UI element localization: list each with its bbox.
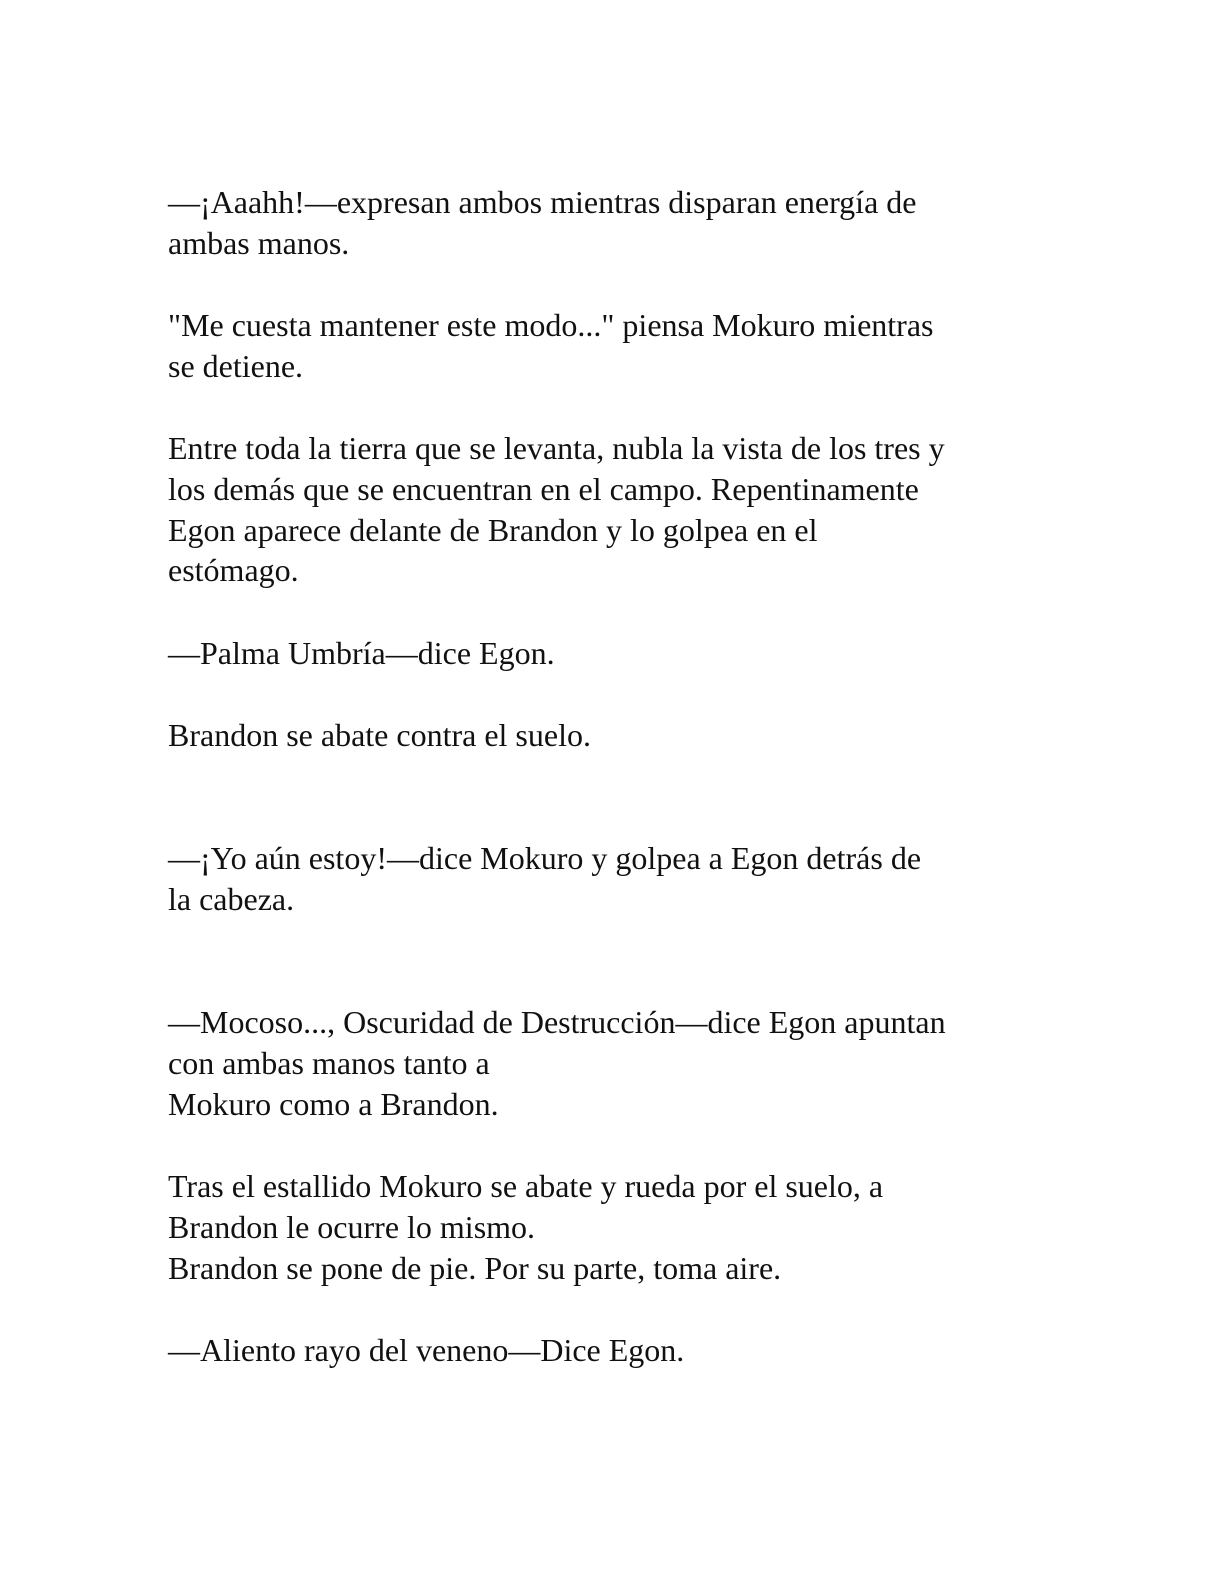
paragraph-line: —Aliento rayo del veneno—Dice Egon. <box>168 1332 685 1368</box>
paragraph-line: —¡Aaahh!—expresan ambos mientras disparan energía de <box>168 184 917 220</box>
paragraph-7 <box>168 1002 1058 1124</box>
paragraph-line: Tras el estallido Mokuro se abate y rueda por el suelo, a <box>168 1168 884 1204</box>
paragraph-line: los demás que se encuentran en el campo. Repentinamente <box>168 470 919 507</box>
paragraph-1 <box>168 182 1058 264</box>
paragraph-line: Brandon se abate contra el suelo. <box>168 717 591 753</box>
paragraph-line: Brandon le ocurre lo mismo. <box>168 1208 536 1245</box>
paragraph-line: estómago. <box>168 552 299 589</box>
paragraph-line: —Mocoso..., Oscuridad de Destrucción—dice Egon apuntan <box>168 1004 946 1040</box>
paragraph-line: con ambas manos tanto a <box>168 1044 490 1081</box>
paragraph-line: —¡Yo aún estoy!—dice Mokuro y golpea a Egon detrás de <box>168 840 922 876</box>
paragraph-line: Egon aparece delante de Brandon y lo golpea en el <box>168 511 818 548</box>
paragraph-2 <box>168 305 1058 387</box>
paragraph-line: la cabeza. <box>168 880 295 917</box>
paragraph-line: —Palma Umbría—dice Egon. <box>168 635 555 671</box>
paragraph-line: Brandon se pone de pie. Por su parte, toma aire. <box>168 1249 782 1286</box>
paragraph-line: Entre toda la tierra que se levanta, nubla la vista de los tres y <box>168 430 945 466</box>
paragraph-5 <box>168 715 1058 756</box>
paragraph-6 <box>168 838 1058 920</box>
paragraph-9 <box>168 1330 1058 1371</box>
paragraph-line: ambas manos. <box>168 224 350 261</box>
paragraph-4 <box>168 633 1058 674</box>
paragraph-line: "Me cuesta mantener este modo..." piensa Mokuro mientras <box>168 307 934 343</box>
paragraph-line: se detiene. <box>168 347 304 384</box>
paragraph-3 <box>168 428 1058 591</box>
paragraph-line: Mokuro como a Brandon. <box>168 1085 499 1122</box>
paragraph-8 <box>168 1166 1058 1288</box>
